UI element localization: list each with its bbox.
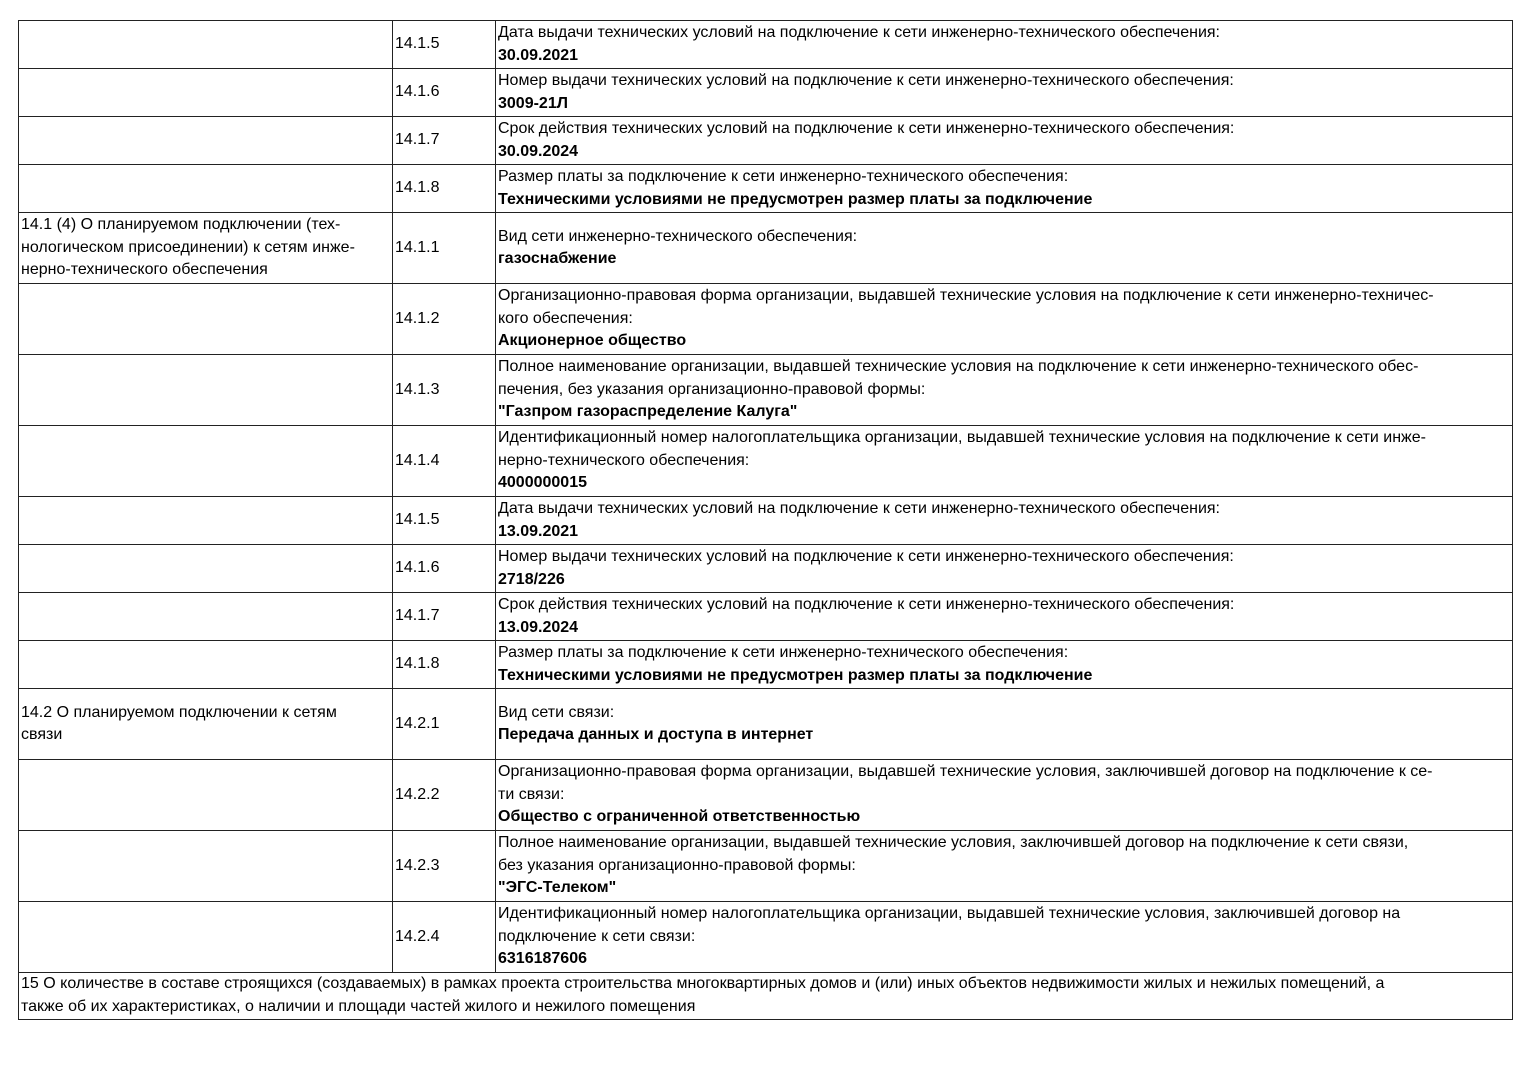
section-title-line: связи (21, 726, 63, 743)
table-row (19, 545, 1513, 593)
item-description-cell (496, 21, 1513, 69)
item-code: 14.1.6 (395, 83, 440, 101)
item-code-cell (393, 689, 496, 760)
item-code-cell (393, 21, 496, 69)
section-cell (19, 284, 393, 355)
item-description-line: Идентификационный номер налогоплательщика организации, выдавшей технические условия на подключение к сети инже- (498, 429, 1426, 447)
item-description-line: ти связи: (498, 785, 565, 803)
item-code-cell (393, 355, 496, 426)
item-code-cell (393, 426, 496, 497)
item-code: 14.1.4 (395, 451, 440, 469)
item-code-cell (393, 831, 496, 902)
table-row (19, 426, 1513, 497)
section-title-line: нерно-технического обеспечения (21, 261, 268, 279)
table-row (19, 497, 1513, 545)
item-value: "ЭГС-Телеком" (498, 879, 617, 897)
item-description-line: Вид сети связи: (498, 703, 615, 721)
item-code: 14.2.3 (395, 856, 440, 874)
table-row-section-15 (19, 973, 1513, 1020)
item-description-cell (496, 641, 1513, 689)
section-title-line: 15 О количестве в составе строящихся (создаваемых) в рамках проекта строительства многоквартирных домов и (или) иных объектов недвижимости жилых и нежилых помещений, а (21, 975, 1385, 992)
item-code: 14.1.7 (395, 131, 440, 149)
item-description-line: Номер выдачи технических условий на подключение к сети инженерно-технического обеспечения: (498, 72, 1234, 89)
item-value: Акционерное общество (498, 332, 687, 350)
item-description-line: Номер выдачи технических условий на подключение к сети инженерно-технического обеспечения: (498, 548, 1234, 565)
item-description-cell (496, 902, 1513, 973)
item-description-cell (496, 165, 1513, 213)
item-code: 14.1.7 (395, 607, 440, 625)
item-code: 14.1.5 (395, 35, 440, 53)
item-code: 14.1.2 (395, 309, 440, 327)
item-code-cell (393, 593, 496, 641)
item-description-line: Полное наименование организации, выдавшей технические условия, заключившей договор на подключение к сети связи, (498, 834, 1409, 852)
item-description-line: Дата выдачи технических условий на подключение к сети инженерно-технического обеспечения: (498, 24, 1220, 41)
table-row (19, 117, 1513, 165)
table-row (19, 593, 1513, 641)
item-description-cell (496, 545, 1513, 593)
section-cell (19, 545, 393, 593)
item-value: газоснабжение (498, 250, 617, 267)
item-description-cell (496, 689, 1513, 760)
item-code: 14.1.8 (395, 655, 440, 673)
item-value: 30.09.2024 (498, 142, 579, 160)
section-cell (19, 689, 393, 760)
item-description-cell (496, 355, 1513, 426)
item-code-cell (393, 641, 496, 689)
section-cell (19, 213, 393, 284)
item-description-line: Идентификационный номер налогоплательщика организации, выдавшей технические условия, заключившей договор на (498, 905, 1401, 923)
item-code-cell (393, 545, 496, 593)
section-title-line: нологическом присоединении) к сетям инже- (21, 238, 355, 256)
item-value: 4000000015 (498, 474, 587, 492)
section-cell (19, 497, 393, 545)
section-cell (19, 69, 393, 117)
item-code: 14.1.1 (395, 238, 440, 256)
item-code: 14.1.5 (395, 511, 440, 529)
item-description-cell (496, 117, 1513, 165)
item-code: 14.1.6 (395, 559, 440, 577)
item-description-line: подключение к сети связи: (498, 927, 696, 945)
item-description-line: Вид сети инженерно-технического обеспечения: (498, 227, 858, 245)
table-row (19, 284, 1513, 355)
item-description-line: Организационно-правовая форма организации, выдавшей технические условия на подключение к сети инженерно-техничес- (498, 287, 1434, 305)
item-value: 2718/226 (498, 570, 565, 588)
item-description-cell (496, 760, 1513, 831)
item-description-cell (496, 497, 1513, 545)
table-row (19, 355, 1513, 426)
section-cell (19, 593, 393, 641)
table-row (19, 213, 1513, 284)
item-code-cell (393, 165, 496, 213)
table-row (19, 689, 1513, 760)
item-code: 14.2.4 (395, 927, 440, 945)
item-value: Передача данных и доступа в интернет (498, 726, 814, 743)
item-code: 14.2.1 (395, 714, 440, 732)
table-row (19, 831, 1513, 902)
item-description-line: Дата выдачи технических условий на подключение к сети инженерно-технического обеспечения: (498, 500, 1220, 517)
item-description-cell (496, 426, 1513, 497)
item-value: Общество с ограниченной ответственностью (498, 808, 861, 826)
item-value: 3009-21Л (498, 94, 568, 112)
section-cell (19, 165, 393, 213)
item-description-line: кого обеспечения: (498, 309, 633, 327)
section-cell (19, 641, 393, 689)
item-value: 6316187606 (498, 950, 587, 968)
table-row (19, 760, 1513, 831)
section-15-cell (19, 973, 1513, 1020)
section-cell (19, 831, 393, 902)
item-code-cell (393, 69, 496, 117)
section-cell (19, 117, 393, 165)
section-cell (19, 760, 393, 831)
section-cell (19, 902, 393, 973)
item-description-cell (496, 69, 1513, 117)
item-description-cell (496, 593, 1513, 641)
item-description-cell (496, 831, 1513, 902)
disclosure-table (18, 20, 1513, 1020)
item-description-line: печения, без указания организационно-правовой формы: (498, 380, 926, 398)
item-description-line: Срок действия технических условий на подключение к сети инженерно-технического обеспечения: (498, 596, 1235, 613)
table-row (19, 902, 1513, 973)
item-code-cell (393, 284, 496, 355)
item-value: 13.09.2024 (498, 618, 579, 636)
section-cell (19, 426, 393, 497)
item-description-cell (496, 284, 1513, 355)
item-value: Техническими условиями не предусмотрен размер платы за подключение (498, 666, 1093, 684)
item-description-cell (496, 213, 1513, 284)
section-title-line: 14.2 О планируемом подключении к сетям (21, 703, 337, 721)
item-code-cell (393, 117, 496, 165)
item-code-cell (393, 902, 496, 973)
item-code-cell (393, 497, 496, 545)
section-title-line: также об их характеристиках, о наличии и площади частей жилого и нежилого помещения (21, 997, 696, 1015)
section-cell (19, 355, 393, 426)
item-description-line: Размер платы за подключение к сети инженерно-технического обеспечения: (498, 168, 1069, 185)
item-value: "Газпром газораспределение Калуга" (498, 403, 798, 421)
item-code: 14.1.3 (395, 380, 440, 398)
item-code-cell (393, 213, 496, 284)
item-description-line: Размер платы за подключение к сети инженерно-технического обеспечения: (498, 644, 1069, 661)
table-row (19, 641, 1513, 689)
item-code: 14.2.2 (395, 785, 440, 803)
item-description-line: без указания организационно-правовой формы: (498, 856, 856, 874)
table-row (19, 21, 1513, 69)
item-description-line: Полное наименование организации, выдавшей технические условия на подключение к сети инженерно-технического обес- (498, 358, 1419, 376)
item-value: Техническими условиями не предусмотрен размер платы за подключение (498, 190, 1093, 208)
table-row (19, 165, 1513, 213)
item-value: 30.09.2021 (498, 46, 579, 64)
item-description-line: нерно-технического обеспечения: (498, 451, 750, 469)
item-description-line: Срок действия технических условий на подключение к сети инженерно-технического обеспечения: (498, 120, 1235, 137)
item-code-cell (393, 760, 496, 831)
item-description-line: Организационно-правовая форма организации, выдавшей технические условия, заключившей договор на подключение к се- (498, 763, 1433, 781)
table-row (19, 69, 1513, 117)
section-title-line: 14.1 (4) О планируемом подключении (тех- (21, 216, 341, 234)
item-value: 13.09.2021 (498, 522, 579, 540)
item-code: 14.1.8 (395, 179, 440, 197)
section-cell (19, 21, 393, 69)
